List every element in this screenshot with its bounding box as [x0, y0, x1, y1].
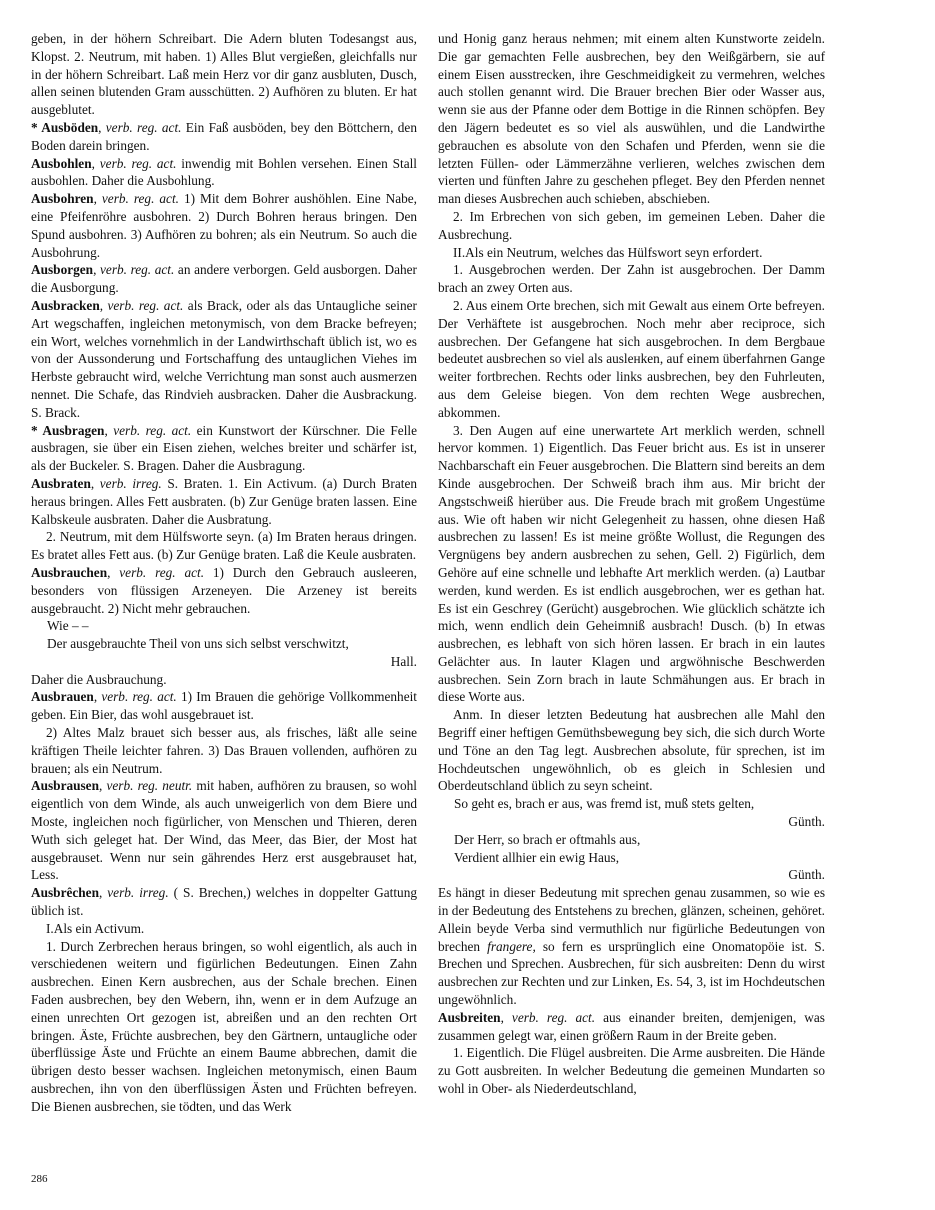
- paragraph: 3. Den Augen auf eine unerwartete Art merklich werden, schnell hervor kommen. 1) Eigentlich. Das Feuer bricht aus. Es ist in unserer Nachbarschaft ein Feuer ausgebrochen. Die Blattern sind bereits an dem Kinde ausgebrochen. Der Schweiß brach ihm aus. Mir bricht der Angstschweiß hierüber aus. Die Freude brach mit großem Ungestüme aus. Wie oft haben wir nicht Gelegenheit zu hassen, ohne diesen Haß ausbrechen zu lassen! Es ist meine größte Wollust, die Regungen des Vergnügens bey andern ausbrechen zu sehen, Gell. 2) Figürlich, dem Gehöre auf eine schnelle und lebhafte Art merklich werden. (a) Lautbar werden, kund werden. Es ist endlich ausgebrochen, wer es gethan hat. Es ist ein Geschrey (Gerücht) ausgebrochen. Wie glücklich schätzte ich mich, wenn endlich dein Geheimniß ausbrach! Dusch. (b) In etwas ausbrechen, es lebhaft von sich hören lassen. Er brach in ein lautes Gelächter aus. In lauter Klagen und argwöhnische Beschwerden ausbrechen. Sein Zorn brach in laute Schmähungen aus. Er brach in diese Worte aus.: [438, 422, 825, 705]
- entry-text: mit haben, aufhören zu brausen, so wohl eigentlich von dem Winde, als auch unweigerlich von dem Biere und Moste, ingleichen noch figürlicher, von Menschen und Thieren, deren Wuth sich geleget hat. Der Wind, das Meer, das Bier, der Most hat ausgebrauset. Wenn nur sein gährendes Herz erst ausgebrauset hat, Less.: [31, 778, 417, 883]
- page-number: 286: [31, 1173, 48, 1185]
- verse-source: Günth.: [788, 867, 825, 883]
- entry-lemma: Ausbrausen: [31, 778, 99, 794]
- entry-grammar: verb. reg. act.: [105, 119, 182, 135]
- annotation-paragraph: Anm. In dieser letzten Bedeutung hat ausbrechen alle Mahl den Begriff einer heftigen Gemüthsbewegung bey sich, die sich durch Worte und Töne an den Tag legt. Ausbrechen absolute, für sprechen, ist im Hochdeutschen ungewöhnlich, ob es gleich in Schlesien und Oberdeutschland üblich zu seyn scheint.: [438, 707, 825, 794]
- entry-grammar: verb. reg. act.: [101, 689, 177, 705]
- paragraph: und Honig ganz heraus nehmen; mit einem alten Kunstworte zeideln. Die gar gemachten Felle ausbrechen, bey den Weißgärbern, sie auf einem Eisen ausstrecken, ihre Geschmeidigkeit zu vermehren, welches auch stollen genannt wird. Die Brauer brechen Bier oder Wasser aus, wenn sie aus der Pfanne oder dem Bottige in die Rinnen schöpfen. Bey den Jägern bedeutet es so viel als auswühlen, und die Landwirthe gebrauchen es absolute von den Schafen und Pferden, wenn sie die letzten Füllen- oder Lämmerzähne verlieren, welches zwischen dem vierten und fünften Jahre zu geschehen pfleget. Bey den Pferden nennet man dieses Ausbrechen auch schieben, abschieben.: [438, 31, 825, 207]
- verse-line: Der Herr, so brach er oftmahls aus,: [454, 831, 641, 847]
- dictionary-entry: Ausbrêchen, verb. irreg. ( S. Brechen,) welches in doppelter Gattung üblich ist.: [31, 885, 417, 919]
- entry-lemma: Ausbreiten: [438, 1009, 501, 1025]
- paragraph: 1. Durch Zerbrechen heraus bringen, so wohl eigentlich, als auch in verschiedenen weitern und figürlichen Bedeutungen. Einen Zahn ausbrechen. Einen Kern ausbrechen, aus der Schale brechen. Einen Faden ausbrechen, bey den Webern, ihn, wenn er in dem Aufzuge an einen unrechten Ort gezogen ist, abreißen und an den rechten Ort bringen. Äste, Früchte ausbrechen, bey den Gärtnern, untaugliche oder überflüssige Äste und Früchte an einem Baume abbrechen, damit die übrigen desto besser wachsen. Ingleichen metonymisch, einen Baum ausbrechen, ihn von den überflüssigen Ästen und Früchten befreyen. Die Bienen ausbrechen, sie tödten, und das Werk: [31, 938, 417, 1114]
- entry-text: als Brack, oder als das Untaugliche seiner Art wegschaffen, ingleichen metonymisch, von dem Bracke befreyen; ein Wort, welches vornehmlich in der Landwirthschaft üblich ist, wo es von der Aussonderung und Fortschaffung des untauglichen Viehes im Herbste gebraucht wird, welche Verrichtung man sonst auch ausmerzen nennet. Die Schafe, das Rindvieh ausbracken. Daher die Ausbrackung. S. Brack.: [31, 297, 417, 420]
- entry-text: Ein Faß ausböden, bey den Böttchern, den Boden darein bringen.: [31, 119, 417, 153]
- dictionary-entry: Ausbohlen, verb. reg. act. inwendig mit Bohlen versehen. Einen Stall ausbohlen. Daher die Ausbohlung.: [31, 155, 417, 189]
- entry-text: inwendig mit Bohlen versehen. Einen Stall ausbohlen. Daher die Ausbohlung.: [31, 155, 417, 189]
- entry-grammar: verb. reg. act.: [100, 262, 175, 278]
- verse-line: So geht es, brach er aus, was fremd ist, muß stets gelten,: [454, 796, 755, 812]
- entry-grammar: verb. reg. act.: [107, 297, 184, 313]
- entry-lemma: Ausbracken: [31, 297, 100, 313]
- paragraph: 2. Neutrum, mit dem Hülfsworte seyn. (a) Im Braten heraus dringen. Es bratet alles Fett aus. (b) Zur Genüge braten. Laß die Keule ausbraten.: [31, 529, 417, 563]
- verse-source: Günth.: [788, 814, 825, 830]
- verse-source: Hall.: [390, 653, 417, 669]
- entry-grammar: verb. reg. neutr.: [106, 778, 193, 794]
- entry-text: 1) Im Brauen die gehörige Vollkommenheit geben. Ein Bier, das wohl ausgebrauet ist.: [31, 689, 417, 723]
- section-heading: II.Als ein Neutrum, welches das Hülfswort seyn erfordert.: [453, 244, 763, 260]
- paragraph-text: so fern es ursprünglich eine Onomatopöie ist. S. Brechen und Sprechen. Ausbrechen, für sich ausbreiten: Denn du wirst ausbrechen zur Rechten und zur Linken, Es. 54, 3, ist im Hochdeutschen ungewöhnlich.: [438, 938, 825, 1008]
- entry-lemma: * Ausböden: [31, 119, 99, 135]
- paragraph: geben, in der höhern Schreibart. Die Adern bluten Todesangst aus, Klopst. 2. Neutrum, mit haben. 1) Alles Blut vergießen, gleichfalls nur in der höhern Schreibart. Laß mein Herz vor dir ganz ausbluten, Dusch, allen seinen blutenden Gram ausschütten. 2) Aufhören zu bluten. Er hat ausgeblutet.: [31, 31, 417, 118]
- entry-grammar: verb. reg. act.: [511, 1009, 596, 1025]
- entry-grammar: verb. reg. act.: [101, 191, 179, 207]
- entry-grammar: verb. irreg.: [107, 885, 169, 901]
- entry-text: an andere verborgen. Geld ausborgen. Daher die Ausborgung.: [31, 262, 417, 296]
- verse-line: Verdient allhier ein ewig Haus,: [454, 849, 620, 865]
- entry-text: ( S. Brechen,) welches in doppelter Gattung üblich ist.: [31, 885, 417, 919]
- entry-lemma: Ausbohren: [31, 191, 94, 207]
- paragraph: 2. Im Erbrechen von sich geben, im gemeinen Leben. Daher die Ausbrechung.: [438, 208, 825, 242]
- entry-lemma: Ausbraten: [31, 475, 91, 491]
- paragraph-text: Es hängt in dieser Bedeutung mit sprechen genau zusammen, so wie es in der Bedeutung des Entstehens zu brechen, glänzen, scheinen, gehöret. Allein beyde Verba sind vermuthlich nur figürliche Bedeutungen von brechen: [438, 885, 825, 954]
- paragraph: 1. Eigentlich. Die Flügel ausbreiten. Die Arme ausbreiten. Die Hände zu Gott ausbreiten. In welcher Bedeutung die gemeinen Mundarten so wohl in Ober- als Niederdeutschland,: [438, 1045, 825, 1097]
- verse-line: Wie – –: [47, 618, 89, 634]
- dictionary-entry: * Ausbragen, verb. reg. act. ein Kunstwort der Kürschner. Die Felle ausbragen, sie über ein Eisen ziehen, welches breiter und schärfer ist, als der Buckeler. S. Bragen. Daher die Ausbragung.: [31, 422, 417, 474]
- latin-term: frangere,: [487, 938, 536, 954]
- dictionary-entry: Ausbohren, verb. reg. act. 1) Mit dem Bohrer aushöhlen. Eine Nabe, eine Pfeifenröhre ausbohren. 2) Durch Bohren heraus bringen. Den Spund ausbohren. 3) Aufhören zu bohren; als ein Neutrum. So auch die Ausbohrung.: [31, 191, 417, 260]
- entry-lemma: * Ausbragen: [31, 422, 105, 438]
- paragraph: 1. Ausgebrochen werden. Der Zahn ist ausgebrochen. Der Damm brach an zwey Orten aus.: [438, 262, 825, 296]
- dictionary-entry: Ausbrauen, verb. reg. act. 1) Im Brauen die gehörige Vollkommenheit geben. Ein Bier, das wohl ausgebrauet ist.: [31, 689, 417, 723]
- left-column: [31, 30, 417, 1116]
- entry-lemma: Ausbrauchen: [31, 564, 108, 580]
- right-column: [438, 30, 825, 1098]
- entry-lemma: Ausbrêchen: [31, 885, 99, 901]
- paragraph: 2) Altes Malz brauet sich besser aus, als frisches, läßt alle seine kräftigen Theile leichter fahren. 3) Das Brauen vollenden, aufhören zu brauen; als ein Neutrum.: [31, 725, 417, 776]
- entry-text: ein Kunstwort der Kürschner. Die Felle ausbragen, sie über ein Eisen ziehen, welches breiter und schärfer ist, als der Buckeler. S. Bragen. Daher die Ausbragung.: [31, 422, 417, 474]
- entry-lemma: Ausborgen: [31, 262, 94, 278]
- dictionary-entry: Ausbreiten, verb. reg. act. aus einander breiten, demjenigen, was zusammen gelegt war, einen größern Raum in der Breite geben.: [438, 1009, 825, 1043]
- dictionary-entry: Ausbracken, verb. reg. act. als Brack, oder als das Untaugliche seiner Art wegschaffen, ingleichen metonymisch, von dem Bracke befreyen; ein Wort, welches vornehmlich in der Landwirthschaft üblich ist, wo es von der Aussonderung und Fortschaffung des untauglichen Viehes im Herbste gebraucht wird, welche Verrichtung man sonst auch ausmerzen nennet. Die Schafe, das Rindvieh ausbracken. Daher die Ausbrackung. S. Brack.: [31, 297, 417, 420]
- entry-grammar: verb. irreg.: [99, 475, 162, 491]
- entry-lemma: Ausbrauen: [31, 689, 94, 705]
- dictionary-entry: * Ausböden, verb. reg. act. Ein Faß ausböden, bey den Böttchern, den Boden darein bringen.: [31, 119, 417, 153]
- verse-line: Der ausgebrauchte Theil von uns sich selbst verschwitzt,: [47, 636, 349, 652]
- entry-text: aus einander breiten, demjenigen, was zusammen gelegt war, einen größern Raum in der Breite geben.: [438, 1009, 825, 1043]
- entry-grammar: verb. reg. act.: [113, 422, 192, 438]
- dictionary-entry: Ausbrausen, verb. reg. neutr. mit haben, aufhören zu brausen, so wohl eigentlich von dem Winde, als auch unweigerlich von dem Biere und Moste, ingleichen noch figürlicher, von Menschen und Thieren, deren Wuth sich geleget hat. Der Wind, das Meer, das Bier, der Most hat ausgebrauset. Wenn nur sein gährendes Herz erst ausgebrauset hat, Less.: [31, 778, 417, 883]
- dictionary-entry: Ausborgen, verb. reg. act. an andere verborgen. Geld ausborgen. Daher die Ausborgung.: [31, 262, 417, 296]
- entry-lemma: Ausbohlen: [31, 155, 92, 171]
- section-heading: I.Als ein Activum.: [46, 920, 145, 936]
- dictionary-entry: Ausbraten, verb. irreg. S. Braten. 1. Ein Activum. (a) Durch Braten heraus bringen. Alles Fett ausbraten. (b) Zur Genüge braten lassen. Eine Kalbskeule ausbraten. Daher die Ausbratung.: [31, 475, 417, 527]
- entry-text: S. Braten. 1. Ein Activum. (a) Durch Braten heraus bringen. Alles Fett ausbraten. (b) Zur Genüge braten lassen. Eine Kalbskeule ausbraten. Daher die Ausbratung.: [31, 475, 417, 527]
- paragraph: 2. Aus einem Orte brechen, sich mit Gewalt aus einem Orte befreyen. Der Verhäftete ist ausgebrochen. Noch mehr aber reciproce, sich ausbrechen. Der Gefangene hat sich ausgebrochen. In dem Bergbaue bedeutet ausbrechen so viel als ausleнken, auf einem überfahrnen Gange weiter fortbrechen. Rechts oder links ausbrechen, bey den Fuhrleuten, aus dem Geleise biegen. Von dem rechten Wege ausbrechen, abkommen.: [438, 297, 825, 420]
- entry-text: 1) Durch den Gebrauch ausleeren, besonders von flüssigen Arzeneyen. Die Arzeney ist bereits ausgebraucht. 2) Nicht mehr gebrauchen.: [31, 564, 417, 616]
- entry-grammar: verb. reg. act.: [119, 564, 205, 580]
- entry-grammar: verb. reg. act.: [99, 155, 177, 171]
- paragraph: [438, 884, 825, 1009]
- dictionary-entry: Ausbrauchen, verb. reg. act. 1) Durch den Gebrauch ausleeren, besonders von flüssigen Arzeneyen. Die Arzeney ist bereits ausgebraucht. 2) Nicht mehr gebrauchen.: [31, 564, 417, 616]
- entry-text: 1) Mit dem Bohrer aushöhlen. Eine Nabe, eine Pfeifenröhre ausbohren. 2) Durch Bohren heraus bringen. Den Spund ausbohren. 3) Aufhören zu bohren; als ein Neutrum. So auch die Ausbohrung.: [31, 191, 417, 260]
- paragraph: Daher die Ausbrauchung.: [31, 671, 167, 687]
